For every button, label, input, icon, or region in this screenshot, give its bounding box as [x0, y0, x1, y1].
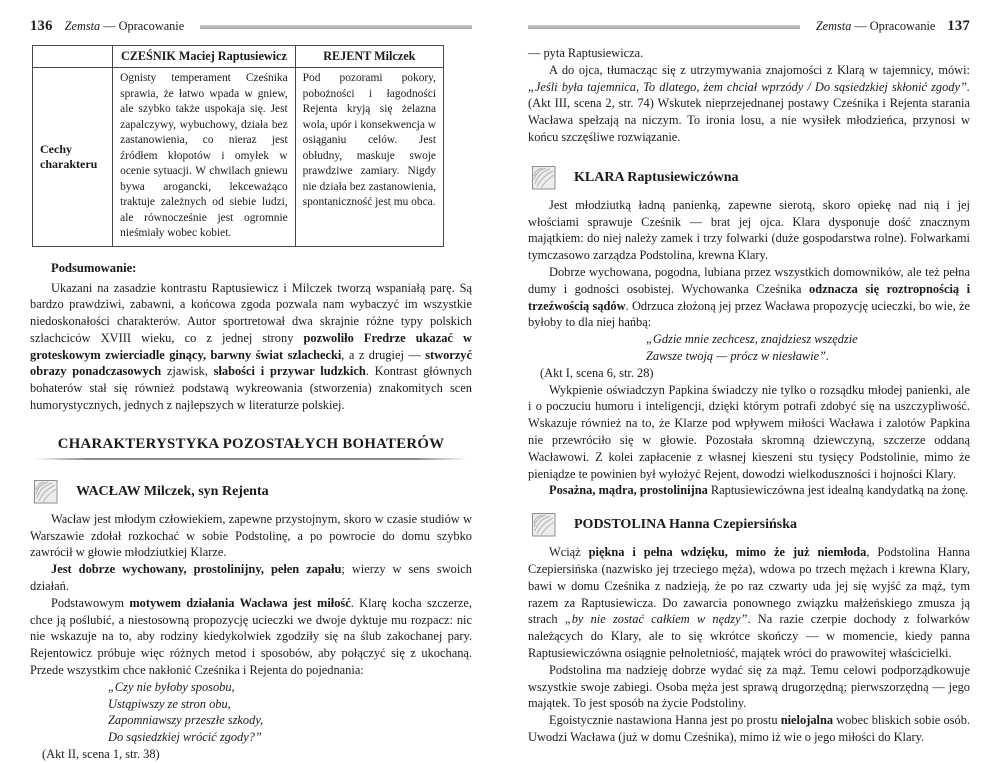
podstolina-paragraph-3: Egoistycznie nastawiona Hanna jest po prostu nielojalna wobec bliskich sobie osób. Uwodzi Wacława (już w domu Cześnika), mimo iż wie o jego miłości do Klary. [528, 713, 970, 744]
klara-quote: „Gdzie mnie zechcesz, znajdziesz wszędzie Zawsze twoją — prócz w niesławie”. [646, 332, 858, 363]
section-title: PODSTOLINA Hanna Czepiersińska [574, 517, 798, 533]
waclaw-paragraph-2: Jest dobrze wychowany, prostolinijny, pełen zapału; wierzy w sens swoich działań. [30, 562, 473, 594]
table-cell-czesnik: Ognisty temperament Cześnika sprawia, że łatwo wpada w gniew, ale szybko także uspokaja się. Jest zapalczywy, wybuchowy, działa bez zastanowienia, co nieraz jest źródłem kłopotów i omyłek w ocenie sytuacji. W chwilach gniewu bywa arogancki, lekceważąco traktuje zależnych od siebie ludzi, ale równocześnie jest ogromnie nieśmiały wobec kobiet. [113, 68, 296, 247]
podstolina-paragraph-1: Wciąż piękna i pełna wdzięku, mimo że już niemłoda, Podstolina Hanna Czepiersińska (nazwisko jej trzeciego męża), wdowa po trzech mężach i krewna Klary, bawi w domu Cześnika z nadzieją, że po raz czwarty uda jej się wyjść za mąż, tym razem za Raptusiewicza. Do zawarcia ponownego związku małżeńskiego zmusza ją strach „by nie zostać całkiem w nędzy”. Na razie czerpie dochody z folwarków należących do Klary, ale to się wkrótce skończy — w momencie, kiedy panna Raptusiewiczówna osiągnie pełnoletniość, majątek wróci do prawowitej właścicielki. [528, 545, 971, 660]
section-title: WACŁAW Milczek, syn Rejenta [76, 483, 269, 499]
summary-paragraph: Ukazani na zasadzie kontrastu Raptusiewicz i Milczek tworzą wspaniałą parę. Są bardzo prawdziwi, zabawni, a końcowa zgoda pozwala nam wybaczyć im wszystkie niedoskonałości charakterów. Autor sportretował dwa skrajnie różne typy polskich szlachciców XVIII wieku, co z jednej strony pozwoliło Fredrze ukazać w groteskowym zwierciadle ginący, barwny świat szlachecki, a z drugiej — stworzyć obrazy ponadczasowych zjawisk, słabości i przywar ludzkich. Kontrast głównych bohaterów stał się również podstawą wykreowania (stworzenia) znakomitych scen humorystycznych, jednych z najlepszych w literaturze polskiej. [30, 280, 472, 413]
waclaw-quote: „Czy nie byłoby sposobu, Ustąpiwszy ze stron obu, Zapomniawszy przeszłe szkody, Do sąsiedzkiej wrócić zgody?” [108, 679, 264, 745]
waclaw-paragraph-3: Podstawowym motywem działania Wacława jest miłość. Klarę kocha szczerze, chce ją poślubić, a niestosowną propozycję ucieczki we dwoje dyktuje mu rozpacz: nic nie wskazuje na to, aby rodziny kiedykolwiek zgodziły się na ślub zakochanej pary. Rejentowicz próbuje więc różnych metod i sposobów, aby połączyć się z ukochaną. Przede wszystkim chce nakłonić Cześnika i Rejenta do pojednania: [30, 595, 472, 678]
section-title: KLARA Raptusiewiczówna [574, 169, 739, 185]
running-header-right [528, 18, 970, 35]
table-cell-rejent: Pod pozorami pokory, pobożności i łagodności Rejenta kryją się żelazna wola, upór i konsekwencja w osiąganiu celów. Jest obłudny, maskuje swoje prawdziwe zamiary. Nigdy nie działa bez zastanowienia, spontaniczność jest mu obca. [295, 68, 443, 247]
klara-paragraph-4: Posażna, mądra, prostolinijna Raptusiewiczówna jest idealną kandydatką na żonę. [549, 483, 969, 498]
intro-line: — pyta Raptusiewicza. [528, 46, 644, 60]
ornament-icon [532, 166, 556, 190]
section-heading-klara [528, 166, 970, 190]
running-header-left [30, 18, 472, 35]
klara-quote-source: (Akt I, scena 6, str. 28) [540, 365, 654, 380]
chapter-heading: CHARAKTERYSTYKA POZOSTAŁYCH BOHATERÓW [57, 435, 445, 452]
waclaw-paragraph-1: Wacław jest młodym człowiekiem, zapewne przystojnym, skoro w czasie studiów w Warszawie zdołał rozkochać w sobie Podstolinę, a po powrocie do domu szybko zawrócił w głowie młodziutkiej Klarze. [30, 511, 472, 560]
page-number-left: 136 [30, 18, 53, 34]
section-heading-waclaw [30, 480, 472, 504]
podstolina-paragraph-2: Podstolina ma nadzieję dobrze wydać się za mąż. Temu celowi podporządkowuje wszystkie swoje zabiegi. Osoba męża jest sprawą drugorzędną; pierwszorzędną — jego majątek. To jest sposób na życie Podstoliny. [528, 662, 970, 711]
table-header-czesnik: CZEŚNIK Maciej Raptusiewicz [113, 46, 296, 68]
table-header-rejent: REJENT Milczek [295, 46, 443, 68]
right-page [528, 0, 971, 744]
klara-paragraph-2: Dobrze wychowana, pogodna, lubiana przez wszystkich domowników, ale też pełna dumy i godności osobistej. Wychowanka Cześnika odznacza się roztropnością i trzeźwością sądów. Odrzuca złożoną jej przez Wacława propozycję ucieczki, bo wie, że byłoby to dla niej hańbą: [528, 264, 971, 330]
section-heading-podstolina [528, 513, 970, 537]
table-header-row [33, 46, 444, 68]
table-header-empty [33, 46, 113, 68]
header-rule-right [528, 25, 800, 29]
klara-paragraph-3: Wykpienie oświadczyn Papkina świadczy nie tylko o rozsądku młodej panienki, ale i o poczuciu humoru i inteligencji, dzięki którym potrafi zdobyć się na uszczypliwość. Wskazuje również na to, że Klarze pod wpływem miłości Wacława i zalotów Papkina nie przewróciło się w głowie. Pozostała skromną dziewczyną, szczerze oddaną Wacławowi. Z kolei zapłacenie z własnej kieszeni stu tysięcy Podstolinie, mimo że pieniądze te powinien był wyłożyć Rejent, dowodzi wielkoduszności i hojności Klary. [528, 382, 970, 481]
left-page [30, 0, 473, 762]
page-number-right: 137 [947, 18, 970, 34]
ornament-icon [532, 513, 556, 537]
waclaw-quote-source: (Akt II, scena 1, str. 38) [42, 747, 160, 762]
chapter-heading-rule [34, 458, 468, 460]
table-row [33, 68, 444, 247]
character-comparison-table [32, 45, 444, 247]
ornament-icon [34, 480, 58, 504]
klara-paragraph-1: Jest młodziutką ładną panienką, zapewne sierotą, skoro opiekę nad nią i jej włościami sprawuje Cześnik — brat jej ojca. Klara dysponuje dość znacznym majątkiem: do niej należy zamek i trzy folwarki (duże gospodarstwa rolne). Folwarkami tymczasowo zarządza Podstolina, krewna Klary. [528, 197, 970, 263]
running-title-left: Zemsta — Opracowanie [64, 19, 185, 33]
table-row-label: Cechy charakteru [33, 68, 113, 247]
header-rule-left [200, 25, 472, 29]
intro-paragraph: A do ojca, tłumacząc się z utrzymywania znajomości z Klarą w tajemnicy, mówi: „Jeśli była tajemnica, To dlatego, żem chciał wprzódy / Do sąsiedzkiej skłonić zgody”. (Akt III, scena 2, str. 74) Wskutek nieprzejednanej postawy Cześnika i Rejenta starania Wacława spełzają na niczym. To ironia losu, a nie wysiłek młodzieńca, przynosi w końcu szczęśliwe rozwiązanie. [528, 62, 970, 144]
summary-heading: Podsumowanie: [51, 260, 137, 275]
running-title-right: Zemsta — Opracowanie [815, 19, 936, 33]
